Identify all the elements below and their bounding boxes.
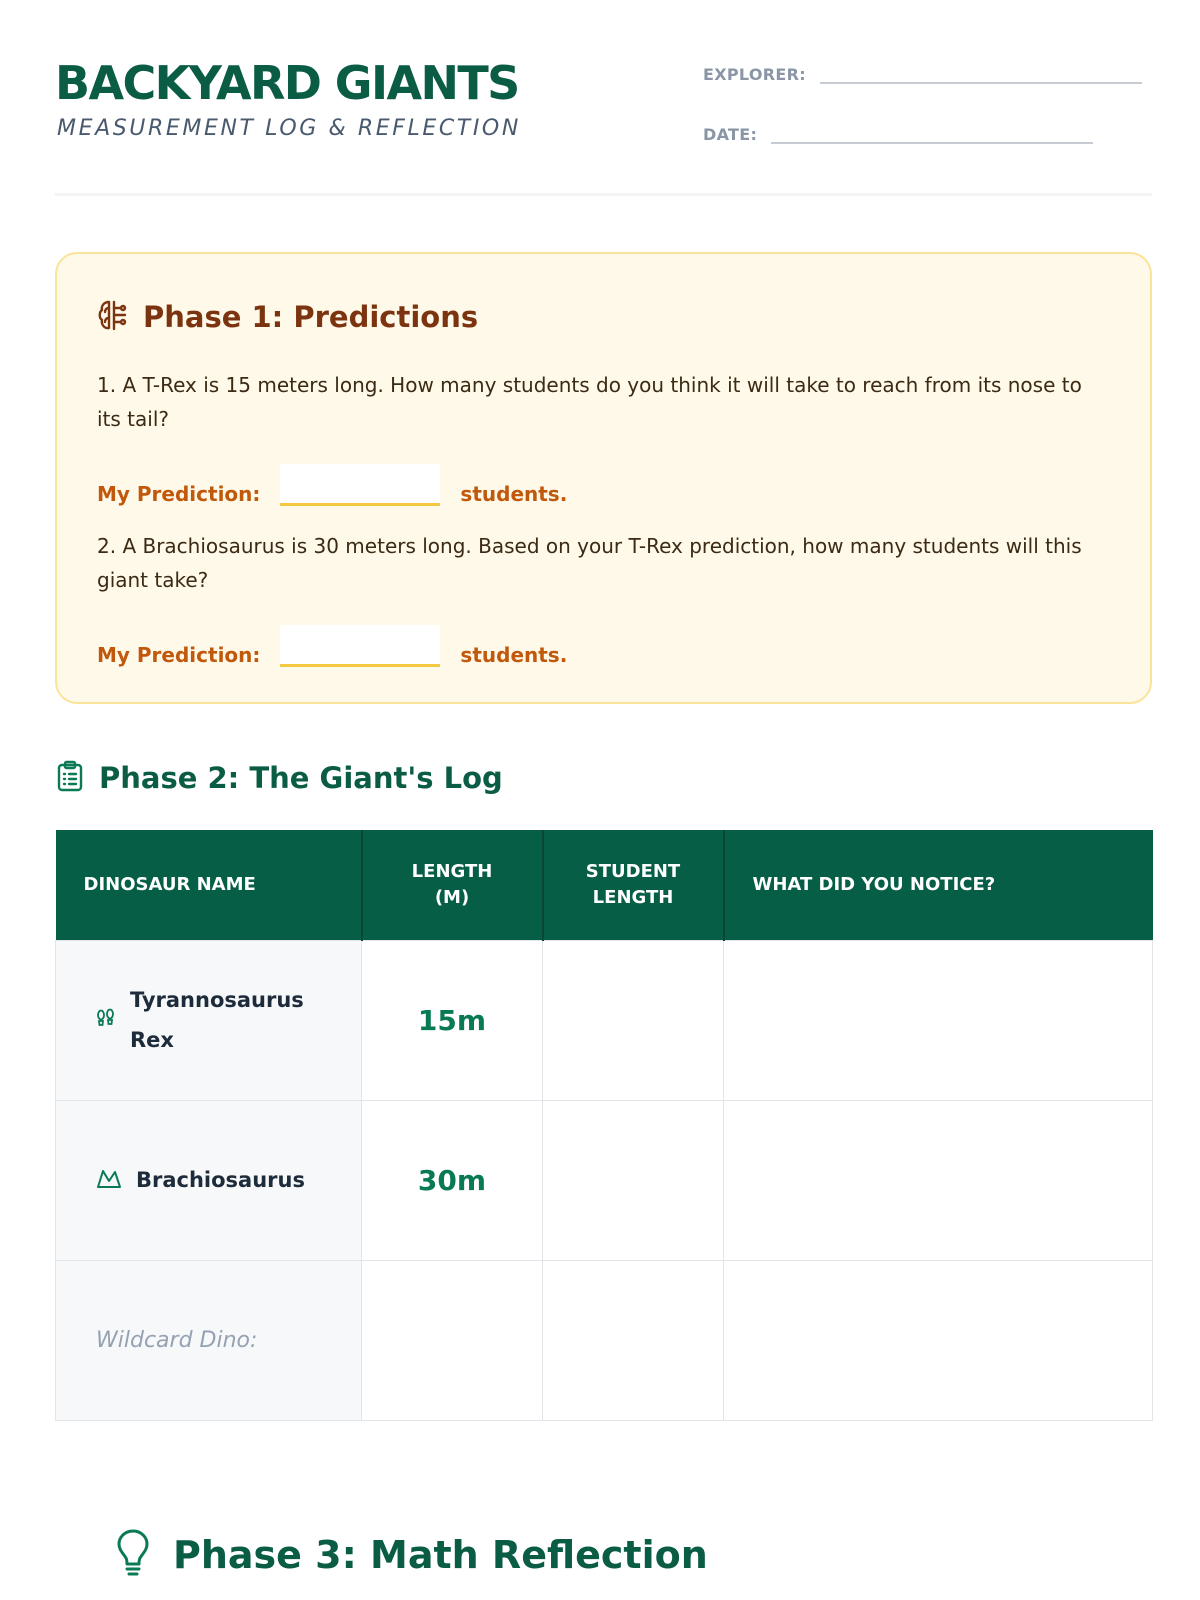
phase3-title: Phase 3: Math Reflection bbox=[173, 1533, 708, 1577]
student-length-cell[interactable] bbox=[543, 940, 724, 1100]
length-cell[interactable] bbox=[362, 1260, 543, 1420]
explorer-field bbox=[703, 62, 1142, 84]
column-header-student-length: STUDENT LENGTH bbox=[543, 830, 724, 940]
dino-name-cell bbox=[56, 1100, 362, 1260]
worksheet bbox=[55, 0, 1152, 1577]
dino-name: Brachiosaurus bbox=[136, 1168, 305, 1192]
mountain-icon bbox=[96, 1167, 122, 1193]
prediction-row-1 bbox=[97, 464, 567, 506]
student-length-cell[interactable] bbox=[543, 1260, 724, 1420]
student-length-cell[interactable] bbox=[543, 1100, 724, 1260]
clipboard-icon bbox=[55, 760, 85, 796]
dino-length: 15m bbox=[362, 940, 543, 1100]
table-row bbox=[56, 940, 1153, 1100]
notice-cell[interactable] bbox=[724, 940, 1153, 1100]
table-row bbox=[56, 1100, 1153, 1260]
footprints-icon bbox=[96, 1008, 116, 1032]
column-header-name: DINOSAUR NAME bbox=[56, 830, 362, 940]
column-header-notice: WHAT DID YOU NOTICE? bbox=[724, 830, 1153, 940]
prediction-row-2 bbox=[97, 625, 567, 667]
explorer-label: EXPLORER: bbox=[703, 65, 806, 84]
lightbulb-icon bbox=[115, 1528, 151, 1582]
date-field bbox=[703, 122, 1093, 144]
dino-name: Tyrannosaurus Rex bbox=[130, 988, 304, 1052]
table-header-row bbox=[56, 830, 1153, 940]
notice-cell[interactable] bbox=[724, 1100, 1153, 1260]
prediction-label: My Prediction: bbox=[97, 482, 261, 506]
prediction-input-2[interactable] bbox=[280, 625, 440, 667]
worksheet-header bbox=[55, 0, 1152, 196]
column-header-length: LENGTH (M) bbox=[362, 830, 543, 940]
phase1-card bbox=[55, 252, 1152, 704]
wildcard-dino-placeholder: Wildcard Dino: bbox=[96, 1327, 258, 1353]
question-2: 2. A Brachiosaurus is 30 meters long. Based on your T-Rex prediction, how many students will this giant take? bbox=[97, 534, 1082, 592]
explorer-input-line[interactable] bbox=[820, 62, 1142, 84]
brain-icon bbox=[97, 298, 129, 336]
date-label: DATE: bbox=[703, 125, 758, 144]
prediction-input-1[interactable] bbox=[280, 464, 440, 506]
worksheet-subtitle: MEASUREMENT LOG & REFLECTION bbox=[57, 116, 521, 141]
worksheet-title: BACKYARD GIANTS bbox=[55, 56, 519, 110]
dino-name-cell bbox=[56, 940, 362, 1100]
prediction-label: My Prediction: bbox=[97, 643, 261, 667]
dino-length: 30m bbox=[362, 1100, 543, 1260]
table-row bbox=[56, 1260, 1153, 1420]
date-input-line[interactable] bbox=[771, 122, 1093, 144]
wildcard-dino-cell[interactable] bbox=[56, 1260, 362, 1420]
phase2-title: Phase 2: The Giant's Log bbox=[99, 761, 503, 795]
notice-cell[interactable] bbox=[724, 1260, 1153, 1420]
phase1-title: Phase 1: Predictions bbox=[143, 300, 479, 334]
question-1: 1. A T-Rex is 15 meters long. How many students do you think it will take to reach from its nose to its tail? bbox=[97, 373, 1082, 431]
giants-log-table bbox=[55, 830, 1153, 1421]
prediction-suffix: students. bbox=[460, 482, 568, 506]
phase3-heading bbox=[115, 1528, 708, 1582]
prediction-suffix: students. bbox=[460, 643, 568, 667]
phase2-heading bbox=[55, 760, 503, 796]
phase1-heading bbox=[97, 298, 478, 336]
